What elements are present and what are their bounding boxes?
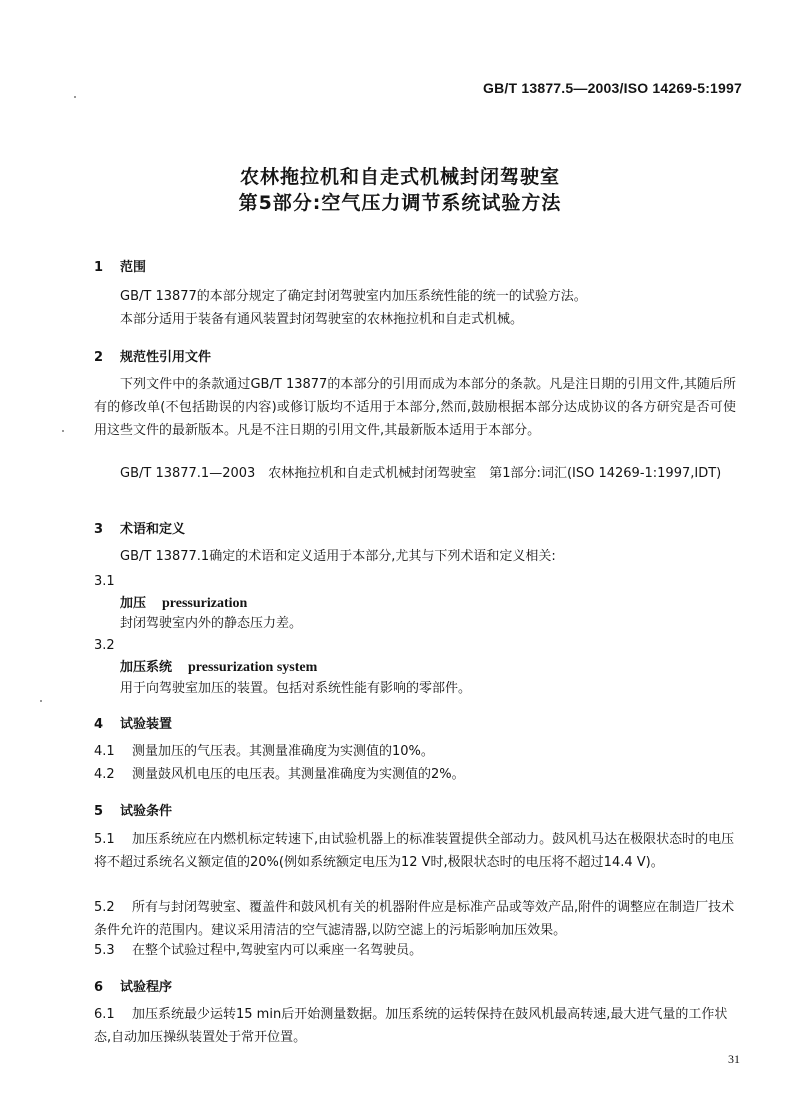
clause-number: 4.1: [94, 744, 115, 759]
term-en: pressurization: [162, 596, 248, 611]
term-zh: 加压: [120, 596, 147, 611]
clause-4-1: [94, 740, 736, 763]
clause-number: 6.1: [94, 1007, 115, 1022]
clause-text: 加压系统最少运转15 min后开始测量数据。加压系统的运转保持在鼓风机最高转速,最大进气量的工作状态,自动加压操纵装置处于常开位置。: [94, 1007, 728, 1045]
section-number: 5: [94, 804, 104, 819]
section-title: 试验程序: [120, 980, 173, 995]
clause-4-2: [94, 763, 736, 786]
section-2-heading: [94, 346, 211, 365]
clause-number: 5.2: [94, 900, 115, 915]
clause-5-1: [94, 828, 736, 874]
section-title: 试验装置: [120, 717, 173, 732]
standard-code: GB/T 13877.5—2003/ISO 14269-5:1997: [483, 80, 742, 96]
clause-text: 测量鼓风机电压的电压表。其测量准确度为实测值的2%。: [132, 767, 465, 782]
section-1-paragraph-1: GB/T 13877的本部分规定了确定封闭驾驶室内加压系统性能的统一的试验方法。: [120, 289, 587, 304]
section-number: 1: [94, 260, 104, 275]
section-4-heading: [94, 713, 172, 732]
section-number: 6: [94, 980, 104, 995]
clause-number: 5.3: [94, 943, 115, 958]
clause-number: 4.2: [94, 767, 115, 782]
term-3-1-definition: 封闭驾驶室内外的静态压力差。: [120, 616, 303, 631]
term-zh: 加压系统: [120, 660, 173, 675]
term-3-1-number: 3.1: [94, 574, 115, 589]
term-3-2-number: 3.2: [94, 638, 115, 653]
section-title: 范围: [120, 260, 147, 275]
page-number: 31: [728, 1052, 740, 1066]
scan-speck: [74, 96, 76, 98]
section-3-paragraph: GB/T 13877.1确定的术语和定义适用于本部分,尤其与下列术语和定义相关:: [120, 549, 556, 564]
clause-5-2: [94, 896, 736, 942]
section-title: 试验条件: [120, 804, 173, 819]
clause-text: 在整个试验过程中,驾驶室内可以乘座一名驾驶员。: [132, 943, 423, 958]
term-3-2: [120, 656, 317, 679]
section-number: 2: [94, 350, 104, 365]
section-number: 3: [94, 522, 104, 537]
section-title: 规范性引用文件: [120, 350, 212, 365]
section-number: 4: [94, 717, 104, 732]
clause-number: 5.1: [94, 832, 115, 847]
scan-speck: [62, 430, 64, 432]
term-en: pressurization system: [188, 660, 318, 675]
clause-6-1: [94, 1003, 736, 1049]
section-6-heading: [94, 976, 172, 995]
title-line-2: 第5部分:空气压力调节系统试验方法: [238, 192, 562, 214]
title-line-1: 农林拖拉机和自走式机械封闭驾驶室: [239, 166, 560, 188]
clause-5-3: [94, 939, 736, 962]
section-title: 术语和定义: [120, 522, 186, 537]
normative-reference: GB/T 13877.1—2003 农林拖拉机和自走式机械封闭驾驶室 第1部分:词汇(ISO 14269-1:1997,IDT): [120, 466, 722, 481]
section-1-heading: [94, 256, 146, 275]
section-5-heading: [94, 800, 172, 819]
clause-text: 所有与封闭驾驶室、覆盖件和鼓风机有关的机器附件应是标准产品或等效产品,附件的调整应在制造厂技术条件允许的范围内。建议采用清洁的空气滤清器,以防空滤上的污垢影响加压效果。: [94, 900, 735, 938]
term-3-2-definition: 用于向驾驶室加压的装置。包括对系统性能有影响的零部件。: [120, 681, 472, 696]
section-2-paragraph: 下列文件中的条款通过GB/T 13877的本部分的引用而成为本部分的条款。凡是注日期的引用文件,其随后所有的修改单(不包括勘误的内容)或修订版均不适用于本部分,然而,鼓励根据本部分达成协议的各方研究是否可使用这些文件的最新版本。凡是不注日期的引用文件,其最新版本适用于本部分。: [94, 377, 736, 438]
clause-text: 测量加压的气压表。其测量准确度为实测值的10%。: [132, 744, 434, 759]
scan-speck: [40, 700, 42, 702]
section-1-paragraph-2: 本部分适用于装备有通风装置封闭驾驶室的农林拖拉机和自走式机械。: [120, 312, 524, 327]
section-3-heading: [94, 518, 185, 537]
clause-text: 加压系统应在内燃机标定转速下,由试验机器上的标准装置提供全部动力。鼓风机马达在极限状态时的电压将不超过系统名义额定值的20%(例如系统额定电压为12 V时,极限状态时的电压将不超过14.4 V)。: [94, 832, 735, 870]
